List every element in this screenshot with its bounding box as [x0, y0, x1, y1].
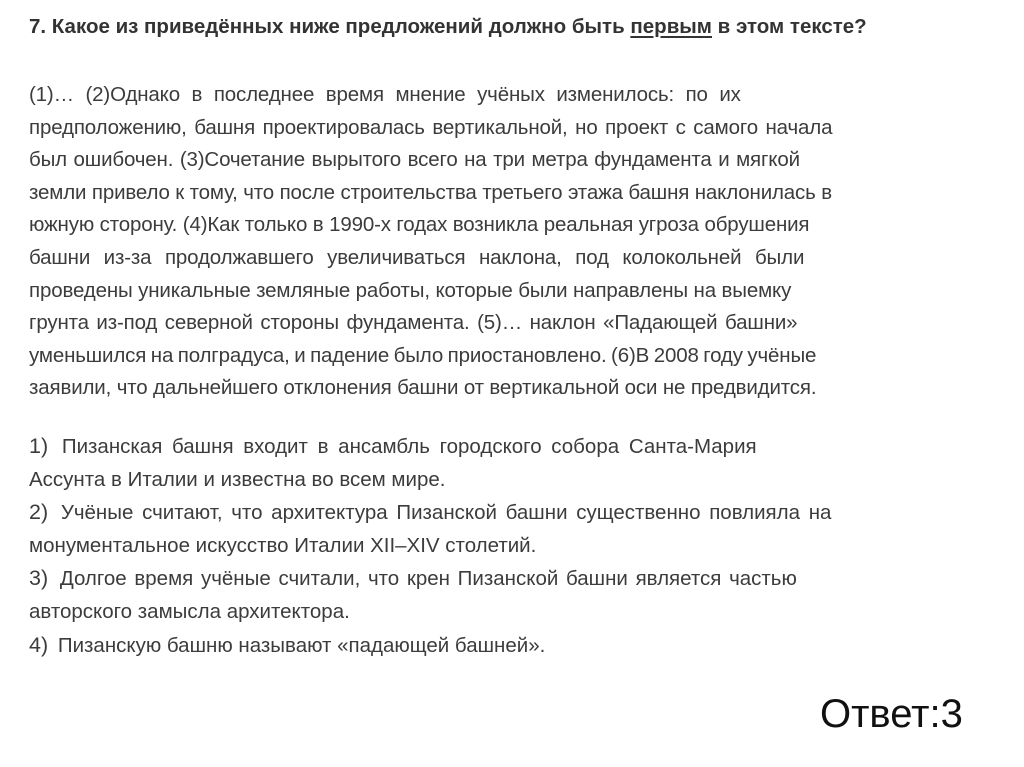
option-line: Ассунта в Италии и известна во всем мире.: [29, 467, 446, 491]
passage-text: [29, 79, 954, 405]
option-line: монументальное искусство Италии XII–XIV столетий.: [29, 533, 537, 557]
option-item: [29, 562, 954, 628]
option-text: Пизанскую башню называют «падающей башней».: [57, 633, 546, 657]
passage-line: грунта из-под северной стороны фундамента. (5)… наклон «Падающей башни»: [29, 311, 798, 335]
answer-text: Ответ:3: [820, 692, 963, 736]
passage-line: был ошибочен. (3)Сочетание вырытого всего на три метра фундамента и мягкой: [29, 148, 800, 172]
question-emphasis: первым: [630, 15, 712, 38]
option-line: [29, 562, 954, 596]
option-line: [29, 496, 954, 530]
option-line: авторского замысла архитектора.: [29, 599, 350, 623]
option-text: Учёные считают, что архитектура Пизанской башни существенно повлияла на: [60, 501, 832, 525]
option-line: [29, 430, 954, 464]
passage-line: (1)… (2)Однако в последнее время мнение учёных изменилось: по их: [29, 83, 741, 106]
option-item: [29, 430, 954, 496]
passage-line: предположению, башня проектировалась вертикальной, но проект с самого начала: [29, 115, 833, 139]
passage-line: заявили, что дальнейшего отклонения башни от вертикальной оси не предвидится.: [29, 376, 817, 400]
option-text: Пизанская башня входит в ансамбль городского собора Санта-Мария: [61, 435, 757, 458]
option-text: Долгое время учёные считали, что крен Пизанской башни является частью: [59, 567, 797, 591]
passage-line: южную сторону. (4)Как только в 1990-х годах возникла реальная угроза обрушения: [29, 213, 810, 237]
question-prefix: 7. Какое из приведённых ниже предложений должно быть: [29, 15, 631, 38]
option-item: [29, 629, 954, 663]
passage-line: башни из-за продолжавшего увеличиваться наклона, под колокольней были: [29, 245, 805, 269]
passage-line: проведены уникальные земляные работы, которые были направлены на выемку: [29, 278, 792, 302]
option-number: 1): [29, 434, 49, 458]
question-heading: [29, 12, 999, 42]
option-number: 4): [29, 632, 49, 657]
passage-line: земли привело к тому, что после строительства третьего этажа башня наклонилась в: [29, 180, 832, 204]
question-suffix: в этом тексте?: [711, 15, 867, 38]
answer-options: [29, 430, 954, 662]
option-number: 3): [29, 566, 49, 591]
passage-line: уменьшился на полградуса, и падение было приостановлено. (6)В 2008 году учёные: [29, 343, 817, 367]
option-item: [29, 496, 954, 562]
option-line: [29, 629, 954, 663]
option-number: 2): [29, 500, 49, 525]
